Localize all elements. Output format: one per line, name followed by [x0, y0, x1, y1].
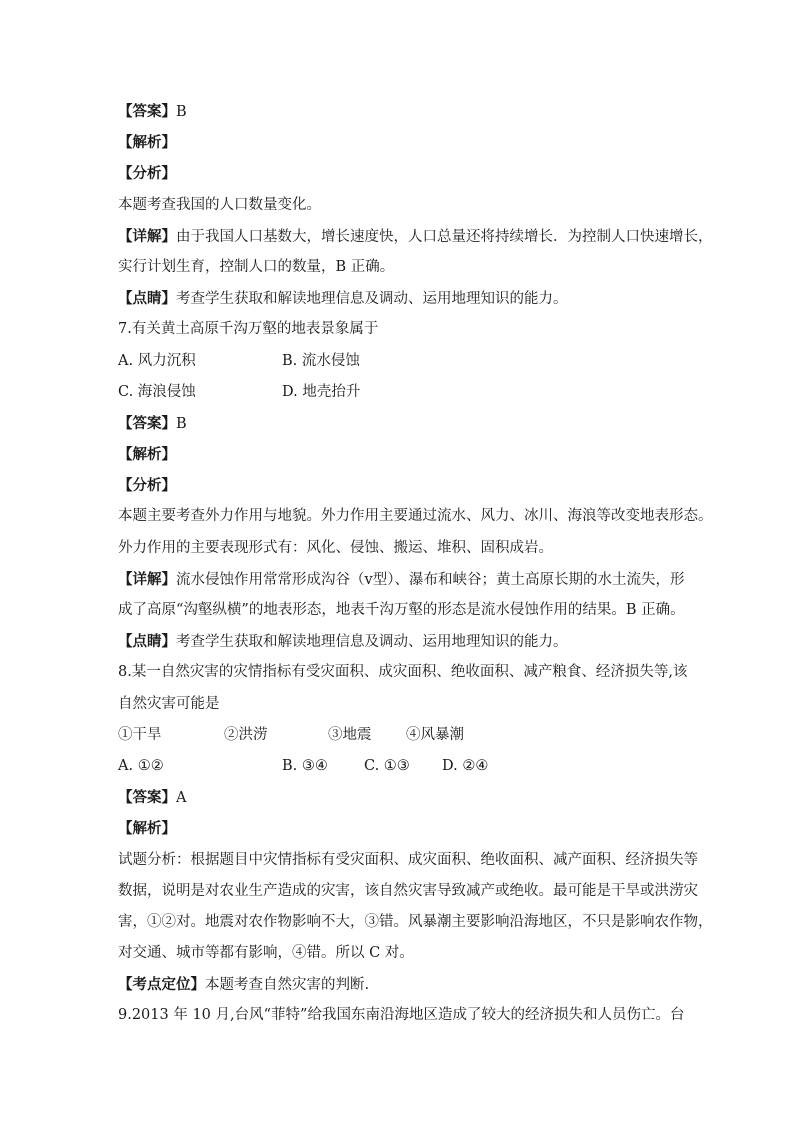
option-c: C. ①③ — [364, 757, 410, 774]
xiangjie-line-2: 实行计划生育，控制人口的数量，B 正确。 — [118, 258, 395, 275]
item-4: ④风暴潮 — [406, 726, 464, 743]
question-8-stem-line-1: 8.某一自然灾害的灾情指标有受灾面积、成灾面积、绝收面积、减产粮食、经济损失等,该 — [118, 664, 688, 681]
question-9-stem: 9.2013 年 10 月,台风“菲特”给我国东南沿海地区造成了较大的经济损失和人员伤亡。台 — [118, 1007, 685, 1024]
xiangjie-tag: 【详解】 — [118, 570, 176, 588]
answer-line — [118, 408, 678, 439]
answer-line — [118, 96, 678, 127]
dianjing-tag: 【点睛】 — [118, 633, 176, 651]
fenxi-text-line-2: 外力作用的主要表现形式有：风化、侵蚀、搬运、堆积、固积成岩。 — [118, 539, 553, 556]
option-a: A. 风力沉积 — [118, 352, 196, 369]
jiexi-heading: 【解析】 — [118, 446, 176, 464]
fenxi-heading: 【分析】 — [118, 477, 176, 495]
answer-value: A — [176, 790, 187, 807]
answer-tag: 【答案】 — [118, 414, 176, 432]
option-a: A. ①② — [118, 757, 164, 774]
document-page — [118, 96, 713, 1032]
xiangjie-line-1 — [118, 221, 713, 252]
analysis-line-1: 试题分析：根据题目中灾情指标有受灾面积、成灾面积、绝收面积、减产面积、经济损失等 — [118, 851, 698, 868]
jiexi-heading: 【解析】 — [118, 820, 176, 838]
dianjing-tag: 【点睛】 — [118, 290, 176, 308]
dianjing-line — [118, 626, 678, 657]
analysis-line-2: 数据，说明是对农业生产造成的灾害，该自然灾害导致减产或绝收。最可能是干旱或洪涝灾 — [118, 882, 698, 899]
xiangjie-text: 由于我国人口基数大，增长速度快，人口总量还将持续增长．为控制人口快速增长， — [176, 228, 713, 245]
kaodian-line — [118, 969, 678, 1000]
option-b: B. ③④ — [282, 757, 328, 774]
option-d: D. 地壳抬升 — [282, 383, 361, 400]
xiangjie-line-1 — [118, 564, 685, 595]
question-7-stem: 7.有关黄土高原千沟万壑的地表景象属于 — [118, 321, 379, 338]
item-2: ②洪涝 — [224, 726, 268, 743]
kaodian-tag: 【考点定位】 — [118, 976, 205, 994]
option-d: D. ②④ — [442, 757, 489, 774]
jiexi-heading: 【解析】 — [118, 134, 176, 152]
question-8-options — [118, 751, 678, 782]
dianjing-line — [118, 283, 678, 314]
question-8-items — [118, 720, 678, 751]
question-8-stem-line-2: 自然灾害可能是 — [118, 695, 220, 712]
answer-line — [118, 782, 678, 813]
xiangjie-line-2: 成了高原“沟壑纵横”的地表形态，地表千沟万壑的形态是流水侵蚀作用的结果。B 正确。 — [118, 602, 685, 618]
question-7-options-row-2 — [118, 377, 678, 408]
fenxi-heading: 【分析】 — [118, 165, 176, 183]
dianjing-text: 考查学生获取和解读地理信息及调动、运用地理知识的能力。 — [176, 291, 568, 308]
question-7-options-row-1 — [118, 346, 678, 377]
fenxi-text-line-1: 本题主要考查外力作用与地貌。外力作用主要通过流水、风力、冰川、海浪等改变地表形态。 — [118, 508, 713, 525]
fenxi-text: 本题考查我国的人口数量变化。 — [118, 196, 321, 213]
option-b: B. 流水侵蚀 — [282, 352, 360, 369]
option-c: C. 海浪侵蚀 — [118, 383, 196, 400]
answer-tag: 【答案】 — [118, 103, 176, 120]
answer-value: B — [176, 104, 187, 120]
analysis-line-4: 对交通、城市等都有影响，④错。所以 C 对。 — [118, 945, 414, 962]
kaodian-text: 本题考查自然灾害的判断. — [205, 977, 370, 994]
xiangjie-tag: 【详解】 — [118, 227, 176, 245]
item-1: ①干旱 — [118, 726, 162, 743]
item-3: ③地震 — [328, 726, 372, 743]
answer-tag: 【答案】 — [118, 789, 176, 807]
xiangjie-text: 流水侵蚀作用常常形成沟谷（v型）、瀑布和峡谷；黄土高原长期的水土流失，形 — [176, 571, 685, 588]
answer-value: B — [176, 415, 187, 432]
dianjing-text: 考查学生获取和解读地理信息及调动、运用地理知识的能力。 — [176, 634, 568, 651]
analysis-line-3: 害，①②对。地震对农作物影响不大，③错。风暴潮主要影响沿海地区，不只是影响农作物， — [118, 913, 713, 930]
